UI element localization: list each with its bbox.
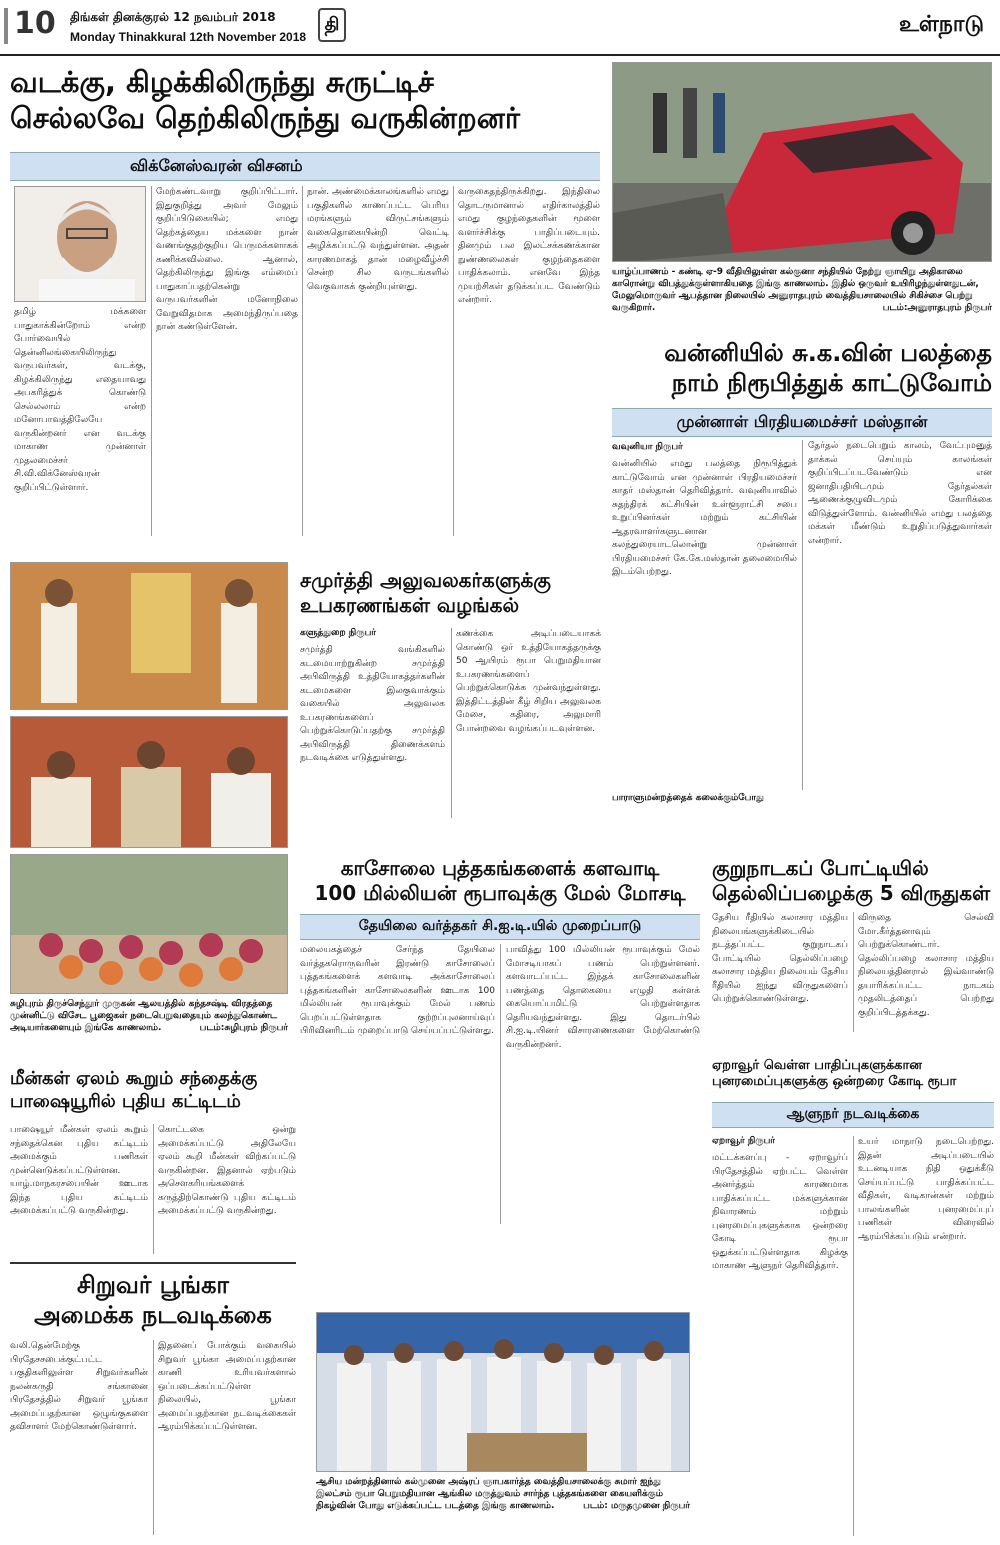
accident-photo-credit: படம்:அனுராதபுரம் நிருபர் (882, 303, 992, 313)
lead-body-col-4: வருகைதந்திருக்கிறது. இந்திலை தொடருமானால் எதிர்காலத்தில் எமது குழந்தைகளின் மூளை வளர்ச்சிக்கு பாதிப்படையும். தினமும் பல இலட்சக்கணக்கான நுண்ணலைகள் குழந்தைகளை பாதிக்கலாம். எனவே இந்த முயற்சிகள் தடுக்கப்பட வேண்டும் என்றார். (458, 187, 600, 305)
fish-headline (10, 1068, 295, 1113)
page-number: 10 (14, 6, 56, 41)
drama-headline (712, 856, 994, 906)
lead-headline (10, 64, 600, 137)
cheque-headline-line-1: காசோலை புத்தகங்களைக் களவாடி (340, 856, 660, 880)
lead-body-col-2: மேற்கண்டவாறு குறிப்பிட்டார். இதுகுறித்து அவர் மேலும் குறிப்பிடுகையில்; எமது தெற்கத்தைய மக்களை நான் வணங்குதற்குறிய பெருமக்களாகக் கணிக்கவில்லை. ஆனால், தெற்கிலிருந்து இங்கு எம்மைப் பாதுகாப்பதற்கென்று வருபவர்களின் மனோநிலை வேறுவிதமாக அமைந்திருப்பதை நான் கண்டுள்ளேன். (156, 187, 298, 332)
temple-caption-text: சுழிபுரம் திருச்செந்தூர் முருகன் ஆலயத்தில் கந்தசஷ்டி விரதத்தை முன்னிட்டு விசேட பூஜைகள் நடைபெறுவதையும் கலந்துகொண்ட அடியார்களையும் இங்கே காணலாம். (10, 999, 278, 1033)
accident-caption (612, 266, 992, 314)
vanni-body-col-2: தேர்தல் நடைபெறும் காலம், வேட்புமனுத் தாக்கல் செய்யும் காலங்கள் குறிப்பிடப்படவேண்டும் என ஜனாதிபதியிடமும் தேர்தல்கள் ஆணைக்குழுவிடமும் கோரிக்கை விடுத்துள்ளோம். வன்னியில் எமது பலத்தை மக்கள் மீண்டும் உறுதிப்படுத்துவார்கள் என்றார். (808, 441, 992, 546)
fish-headline-line-2: பாஷையூரில் புதிய கட்டிடம் (10, 1090, 241, 1112)
vigneswaran-portrait (14, 186, 146, 302)
eravur-byline: ஏறாவூர் நிருபர் (712, 1136, 776, 1146)
park-body-col-2: இதனைப் போக்கும் வகையில் சிறுவர் பூங்கா அமைப்பதற்கான காணி உரியவர்களால் ஒப்படைக்கப்பட்டுள்ள நிலையில், பூங்கா அமைப்பதற்கான நடவடிக்கைகள் ஆரம்பிக்கப்பட்டுள்ளன. (158, 1341, 296, 1432)
samurdhi-byline: களுத்துறை நிருபர் (300, 628, 377, 638)
fish-headline-line-1: மீன்கள் ஏலம் கூறும் சந்தைக்கு (10, 1068, 258, 1089)
cheque-headline-line-2: 100 மில்லியன் ரூபாவுக்கு மேல் மோசடி (314, 881, 686, 905)
park-headline (10, 1270, 296, 1330)
vanni-headline-line-1: வன்னியில் சு.க.வின் பலத்தை (664, 339, 992, 367)
park-headline-line-1: சிறுவர் பூங்கா (77, 1271, 229, 1299)
eravur-subhead: ஆளுநர் நடவடிக்கை (712, 1102, 994, 1128)
lead-subhead: விக்னேஸ்வரன் விசனம் (10, 152, 600, 181)
column-rule (802, 440, 803, 790)
vanni-subhead: முன்னாள் பிரதியமைச்சர் மஸ்தான் (612, 408, 992, 437)
samurdhi-body-col-2: கணக்கை அடிப்படையாகக் கொண்டு ஒர் உத்தியோகத்தருக்கு 50 ஆயிரம் ரூபா பெறுமதியான உபகரணங்களைப் பெற்றுக்கொடுக்க முன்வந்துள்ளது. இத்திட்டத்தின் கீழ் சிறிய அலுவலக மேசை, கதிரை, அலுமாரி போன்றவை வழங்கப்படவுள்ளன. (456, 629, 601, 734)
drama-body-col-1: தேசிய ரீதியில் கலாசார மத்திய நிலையங்களுக்கிடையில் நடத்தப்பட்ட குறுநாடகப் போட்டியில் தெல்லிப்பழை கலாசார மத்திய நிலையம் தேசிய ரீதியில் ஐந்து விருதுகளைப் பெற்றுக்கொண்டுள்ளது. (712, 913, 848, 1004)
temple-caption (10, 998, 288, 1034)
accident-caption-text: யாழ்ப்பாணம் - கண்டி ஏ-9 வீதியிலுள்ள கல்குனா சந்தியில் நேற்று ஞாயிறு அதிகாலை காரொன்று விபத்துக்குள்ளாகியதை இங்கு காணலாம். இதில் ஒருவர் உயிரிழந்துள்ளதுடன், மேலுமொருவர் ஆபத்தான நிலையில் அனுராதபுரம் வைத்தியசாலையில் சிகிச்சை பெற்று வருகிறார். (612, 267, 979, 313)
masthead (0, 0, 1000, 56)
column-rule (153, 1124, 154, 1254)
drama-headline-line-2: தெல்லிப்பழைக்கு 5 விருதுகள் (712, 881, 991, 905)
column-rule (302, 186, 303, 536)
column-rule (451, 628, 452, 818)
column-rule (853, 1136, 854, 1536)
lead-headline-line-1: வடக்கு, கிழக்கிலிருந்து சுருட்டிச் (10, 65, 434, 99)
column-rule (153, 1340, 154, 1535)
lead-body-col-1: தமிழ் மக்களை பாதுகாக்கின்றோம் என்ற போர்வையில் தென்னிலங்கையிலிருந்து வருபவர்கள், வடக்கு, கிழக்கிலிருந்து எதையாவது அபகரித்துக் கொண்டு செல்லலாம் என்ற மனோபாவத்திலேயே வருகின்றனர் என வடக்கு மாகாண முன்னாள் முதலமைச்சர் சி.வி.விக்னேஸ்வரன் குறிப்பிட்டுள்ளார். (14, 307, 146, 493)
newspaper-logo-icon: தி (318, 8, 346, 42)
fish-body-col-2: கொட்டகை ஒன்று அமைக்கப்பட்டு அதிலேயே ஏலம் கூறி மீன்கள் விற்கப்பட்டு வருகின்றன. இதனால் ஏற்படும் அசௌகரியங்களைக் கருத்திற்கொண்டு புதிய கட்டிடம் அமைக்கப்பட்டு வருகின்றது. (158, 1125, 296, 1216)
eravur-body-col-1: மட்டக்களப்பு - ஏறாவூர்ப் பிரதேசத்தில் ஏற்பட்ட வெள்ள அனர்த்தம் காரணமாக பாதிக்கப்பட்ட மக்களுக்கான நிவாரணம் மற்றும் புனரமைப்புகளுக்காக ஒன்றரை கோடி ரூபா ஒதுக்கப்பட்டுள்ளதாக கிழக்கு மாகாண ஆளுநர் தெரிவித்தார். (712, 1153, 848, 1271)
masthead-english-date: Monday Thinakkural 12th November 2018 (70, 30, 307, 44)
samurdhi-body-col-1: சமுர்த்தி வங்கிகளில் கடமையாற்றுகின்ற சமுர்த்தி அபிவிருத்தி உத்தியோகத்தர்களின் கடமைகளை இலகுவாக்கும் வகையில் அலுவலக உபகரணங்களைப் பெற்றுக்கொடுப்பதற்கு சமுர்த்தி அபிவிருத்தி திணைக்களம் நடவடிக்கை எடுத்துள்ளது. (300, 645, 445, 763)
column-rule (500, 944, 501, 1224)
section-title: உள்நாடு (898, 12, 984, 37)
temple-photo-2 (10, 716, 288, 848)
eravur-body-col-2: உயர் மாநாடு நடைபெற்றது. இதன் அடிப்படையில் உடனடியாக நிதி ஒதுக்கீடு செய்யப்பட்டு பாதிக்கப்பட்ட வீதிகள், வடிகான்கள் மற்றும் பாலங்களின் புனரமைப்புப் பணிகள் விரைவில் ஆரம்பிக்கப்படும் என்றார். (858, 1137, 994, 1242)
temple-photo-3 (10, 854, 288, 994)
masthead-tamil-date: திங்கள் தினக்குரல் 12 நவம்பர் 2018 (70, 10, 276, 24)
book-donation-photo (316, 1312, 690, 1472)
samurdhi-headline-line-2: உபகரணங்கள் வழங்கல் (300, 593, 520, 617)
lead-headline-line-2: செல்லவே தெற்கிலிருந்து வருகின்றனர் (10, 101, 520, 136)
column-rule (453, 186, 454, 536)
donation-caption (316, 1476, 690, 1512)
park-top-rule (10, 1262, 296, 1264)
drama-body-col-2: விருதை செல்வி மோ.கீர்த்தனாவும் பெற்றுக்கொண்டார். தெல்லிப்பழை கலாசார மத்திய நிலையத்தினரால் இவ்வாண்டு தயாரிக்கப்பட்ட நாடகம் முதலிடத்தைப் பெற்றது குறிப்பிடத்தக்கது. (858, 913, 994, 1018)
park-body-col-1: வலி.தென்மேற்கு பிரதேசசபைக்குட்பட்ட பகுதிகளிலுள்ள சிறுவர்களின் நலன்கருதி சங்கானை பிரதேசத்தில் சிறுவர் பூங்கா அமைப்பதற்கான ஒழுங்குகளை தவிசாளர் மேற்கொண்டுள்ளார். (10, 1341, 148, 1432)
vanni-body-col-1: வன்னியில் எமது பலத்தை நிரூபித்துக் காட்டுவோம் என முன்னாள் பிரதியமைச்சர் காதர் மஸ்தான் தெரிவித்தார். வவுனியாவில் சுதந்திரக் கட்சியின் உள்ளூராட்சி சபை உறுப்பினர்கள் மற்றும் கட்சியின் ஆதரவாளர்களுடனான கலந்துரையாடலொன்று முன்னாள் பிரதியமைச்சர் கே.கே.மஸ்தான் தலைமையில் இடம்பெற்றது. (612, 459, 797, 577)
column-rule (853, 912, 854, 1032)
vanni-byline: வவுனியா நிருபர் (612, 442, 683, 452)
samurdhi-headline (300, 568, 600, 618)
temple-photo-1 (10, 562, 288, 710)
column-rule (151, 186, 152, 536)
samurdhi-headline-line-1: சமுர்த்தி அலுவலகர்களுக்கு (300, 568, 551, 592)
drama-headline-line-1: குறுநாடகப் போட்டியில் (712, 856, 929, 880)
cheque-headline (300, 856, 700, 906)
page-number-bar (4, 8, 8, 44)
donation-caption-text: ஆசிய மன்றத்தினால் கல்முனை அஷ்ரப் ஞாபகார்த்த வைத்தியசாலைக்கு சுமார் ஐந்து இலட்சம் ரூபா பெறுமதியான ஆங்கில மருத்துவம் சார்ந்த புத்தகங்களை கையளிக்கும் நிகழ்வின் போது எடுக்கப்பட்ட படத்தை இங்கு காணலாம். (316, 1477, 663, 1511)
donation-photo-credit: படம்: மருதமுனை நிருபர் (583, 1501, 690, 1511)
vanni-footer: பாராளுமன்றத்தைக் கலைக்கும்போது (612, 793, 764, 803)
temple-photo-credit: படம்:சுழிபுரம் நிருபர் (199, 1023, 288, 1033)
park-headline-line-2: அமைக்க நடவடிக்கை (34, 1301, 272, 1329)
cheque-body-col-1: மலையகத்தைச் சேர்ந்த தேயிலை வர்த்தகரொருவரின் இரண்டு காசோலைப் புத்தகங்களைக் களவாடி அக்காசோலைப் புத்தகங்களின் காசோலைகளின் ஊடாக 100 மில்லியன் ரூபாவுக்கும் மேல் பணம் பெறப்பட்டுள்ளதாக குற்றப்புலனாய்வுப் பிரிவினரிடம் முறைப்பாடு செய்யப்பட்டுள்ளது. (300, 945, 495, 1036)
cheque-body-col-2: பாவித்து 100 மில்லியன் ரூபாவுக்கும் மேல் மோசடியாகப் பணம் பெற்றுள்ளனர். களவாடப்பட்ட இந்தக் காசோலைகளின் பணத்தை தொகையை எழுதி கள்ளக் கையொப்பமிட்டு பெற்றுள்ளதாக தெரியவந்துள்ளது. இது தொடர்பில் சி.ஐ.டி.யினர் விசாரணைகளை மேற்கொண்டு வருகின்றனர். (506, 945, 700, 1050)
vanni-headline (612, 338, 992, 398)
lead-body-col-3: நான். அண்மைக்காலங்களில் எமது பகுதிகளில் காணப்பட்ட பெரிய மரங்களும் விருட்சங்களும் வகைதொகையின்றி வெட்டி அழிக்கப்பட்டு வந்துள்ளன. அதன் காரணமாகத் தான் மழைவீழ்ச்சி சென்ற சில வருடங்களில் வெகுவாகக் குன்றியுள்ளது. (307, 187, 449, 292)
vanni-headline-line-2: நாம் நிரூபித்துக் காட்டுவோம் (671, 369, 992, 397)
cheque-subhead: தேயிலை வர்த்தகர் சி.ஐ.டி.யில் முறைப்பாடு (300, 914, 700, 940)
fish-body-col-1: பாஷையூர் மீன்கள் ஏலம் கூறும் சந்தைக்கென புதிய கட்டிடம் அமைக்கும் பணிகள் முன்னெடுக்கப்பட்டுள்ளன. யாழ்.மாநகரசபையின் ஊடாக இந்த புதிய கட்டிடம் அமைக்கப்பட்டு வருகின்றது. (10, 1125, 148, 1216)
car-accident-photo (612, 62, 992, 262)
eravur-headline: ஏறாவூர் வெள்ள பாதிப்புகளுக்கான புனரமைப்புகளுக்கு ஒன்றரை கோடி ரூபா (712, 1058, 957, 1090)
